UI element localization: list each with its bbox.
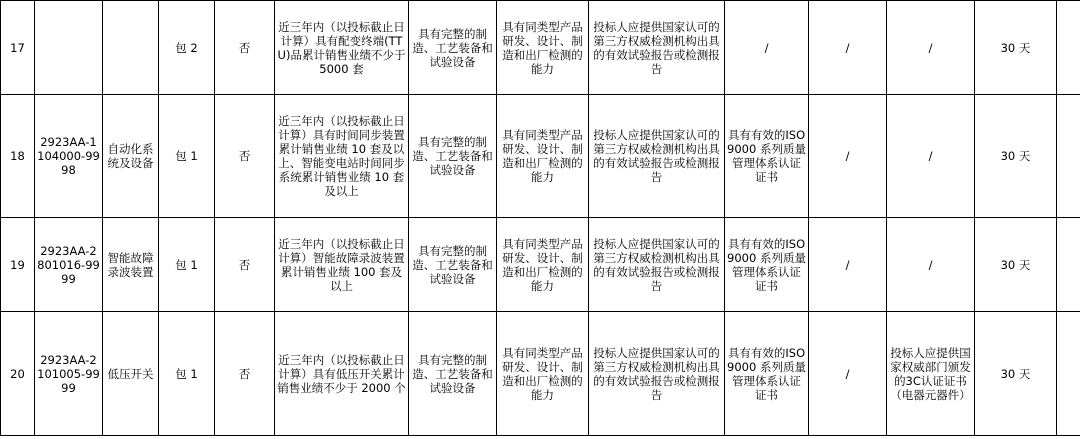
remarks-cell (1057, 95, 1080, 218)
performance-requirement: 近三年内（以投标截止日计算）具有低压开关累计销售业绩不少于 2000 个 (275, 312, 409, 436)
material-code (35, 1, 103, 95)
certification-requirement: / (887, 218, 975, 312)
table-row (1, 312, 1080, 436)
delivery-period: 30 天 (975, 1, 1057, 95)
delivery-period: 30 天 (975, 312, 1057, 436)
table-row (1, 218, 1080, 312)
other-requirement-cell: / (809, 218, 887, 312)
material-name: 低压开关 (103, 312, 159, 436)
test-report-requirement: 投标人应提供国家认可的第三方权威检测机构出具的有效试验报告或检测报告 (589, 95, 725, 218)
manufacturing-requirement: 具有完整的制造、工艺装备和试验设备 (409, 1, 497, 95)
manufacturing-requirement: 具有完整的制造、工艺装备和试验设备 (409, 95, 497, 218)
material-name: 自动化系统及设备 (103, 95, 159, 218)
remarks-cell (1057, 1, 1080, 95)
other-requirement-cell: / (809, 95, 887, 218)
certification-requirement: / (887, 95, 975, 218)
quality-cert-requirement: 具有有效的ISO9000 系列质量管理体系认证证书 (725, 218, 809, 312)
rd-capability: 具有同类型产品研发、设计、制造和出厂检测的能力 (497, 95, 589, 218)
material-name: 智能故障录波装置 (103, 218, 159, 312)
quality-cert-requirement: / (725, 1, 809, 95)
package-cell: 包 2 (159, 1, 215, 95)
test-report-requirement: 投标人应提供国家认可的第三方权威检测机构出具的有效试验报告或检测报告 (589, 218, 725, 312)
rd-capability: 具有同类型产品研发、设计、制造和出厂检测的能力 (497, 1, 589, 95)
other-requirement-cell: / (809, 1, 887, 95)
material-name (103, 1, 159, 95)
joint-bid-cell: 否 (215, 218, 275, 312)
material-code: 2923AA-2101005-9999 (35, 312, 103, 436)
quality-cert-requirement: 具有有效的ISO9000 系列质量管理体系认证证书 (725, 312, 809, 436)
table-row (1, 1, 1080, 95)
manufacturing-requirement: 具有完整的制造、工艺装备和试验设备 (409, 218, 497, 312)
joint-bid-cell: 否 (215, 95, 275, 218)
joint-bid-cell: 否 (215, 1, 275, 95)
package-cell: 包 1 (159, 95, 215, 218)
package-cell: 包 1 (159, 312, 215, 436)
performance-requirement: 近三年内（以投标截止日计算）具有时间同步装置累计销售业绩 10 套及以上、智能变电站时间同步系统累计销售业绩 10 套及以上 (275, 95, 409, 218)
performance-requirement: 近三年内（以投标截止日计算）具有配变终端(TTU)品累计销售业绩不少于 5000 套 (275, 1, 409, 95)
row-number: 17 (1, 1, 35, 95)
remarks-cell (1057, 312, 1080, 436)
bottom-border-line (0, 435, 1080, 436)
material-code: 2923AA-2801016-9999 (35, 218, 103, 312)
test-report-requirement: 投标人应提供国家认可的第三方权威检测机构出具的有效试验报告或检测报告 (589, 312, 725, 436)
rd-capability: 具有同类型产品研发、设计、制造和出厂检测的能力 (497, 312, 589, 436)
rd-capability: 具有同类型产品研发、设计、制造和出厂检测的能力 (497, 218, 589, 312)
package-cell: 包 1 (159, 218, 215, 312)
certification-requirement: 投标人应提供国家权威部门颁发的3C认证证书（电器元器件） (887, 312, 975, 436)
delivery-period: 30 天 (975, 218, 1057, 312)
delivery-period: 30 天 (975, 95, 1057, 218)
manufacturing-requirement: 具有完整的制造、工艺装备和试验设备 (409, 312, 497, 436)
row-number: 19 (1, 218, 35, 312)
row-number: 18 (1, 95, 35, 218)
quality-cert-requirement: 具有有效的ISO9000 系列质量管理体系认证证书 (725, 95, 809, 218)
table-row (1, 95, 1080, 218)
joint-bid-cell: 否 (215, 312, 275, 436)
test-report-requirement: 投标人应提供国家认可的第三方权威检测机构出具的有效试验报告或检测报告 (589, 1, 725, 95)
row-number: 20 (1, 312, 35, 436)
performance-requirement: 近三年内（以投标截止日计算）智能故障录波装置累计销售业绩 100 套及以上 (275, 218, 409, 312)
material-code: 2923AA-1104000-9998 (35, 95, 103, 218)
remarks-cell (1057, 218, 1080, 312)
certification-requirement: / (887, 1, 975, 95)
other-requirement-cell: / (809, 312, 887, 436)
